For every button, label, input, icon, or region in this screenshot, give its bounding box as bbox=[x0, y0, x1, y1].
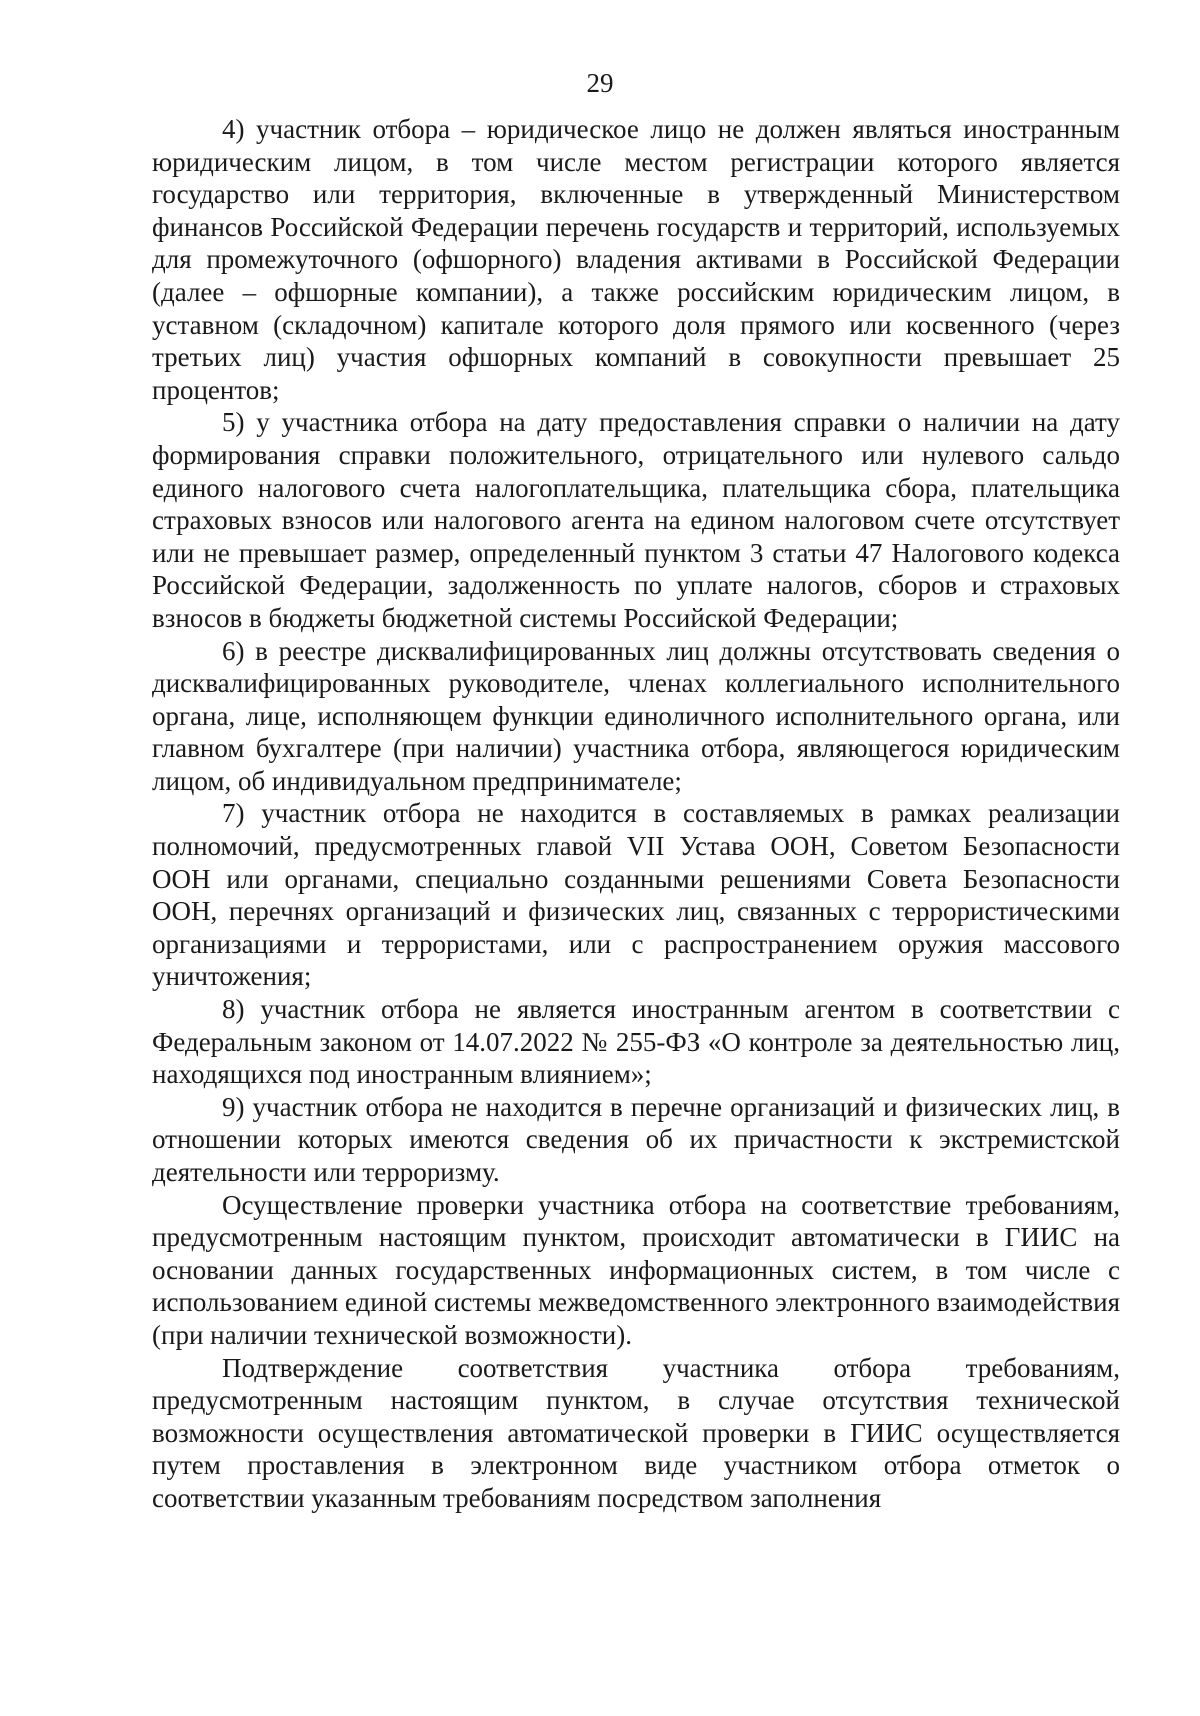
paragraph-confirmation: Подтверждение соответствия участника отбора требованиям, предусмотренным настоящим пунктом, в случае отсутствия технической возможности осуществления автоматической проверки в ГИИС осуществляется путем проставления в электронном виде участником отбора отметок о соответствии указанным требованиям посредством заполнения bbox=[152, 1352, 1120, 1513]
paragraph-item-5: 5) у участника отбора на дату предоставления справки о наличии на дату формирования справки положительного, отрицательного или нулевого сальдо единого налогового счета налогоплательщика, плательщика сбора, плательщика страховых взносов или налогового агента на едином налоговом счете отсутствует или не превышает размер, определенный пунктом 3 статьи 47 Налогового кодекса Российской Федерации, задолженность по уплате налогов, сборов и страховых взносов в бюджеты бюджетной системы Российской Федерации; bbox=[152, 407, 1120, 633]
document-body bbox=[152, 113, 1120, 1515]
paragraph-item-7: 7) участник отбора не находится в составляемых в рамках реализации полномочий, предусмотренных главой VII Устава ООН, Советом Безопасности ООН или органами, специально созданными решениями Совета Безопасности ООН, перечнях организаций и физических лиц, связанных с террористическими организациями и террористами, или с распространением оружия массового уничтожения; bbox=[152, 798, 1120, 992]
paragraph-item-6: 6) в реестре дисквалифицированных лиц должны отсутствовать сведения о дисквалифицированных руководителе, членах коллегиального исполнительного органа, лице, исполняющем функции единоличного исполнительного органа, или главном бухгалтере (при наличии) участника отбора, являющегося юридическим лицом, об индивидуальном предпринимателе; bbox=[152, 635, 1120, 796]
paragraph-item-4: 4) участник отбора – юридическое лицо не должен являться иностранным юридическим лицом, в том числе местом регистрации которого является государство или территория, включенные в утвержденный Министерством финансов Российской Федерации перечень государств и территорий, используемых для промежуточного (офшорного) владения активами в Российской Федерации (далее – офшорные компании), а также российским юридическим лицом, в уставном (складочном) капитале которого доля прямого или косвенного (через третьих лиц) участия офшорных компаний в совокупности превышает 25 процентов; bbox=[152, 114, 1120, 405]
paragraph-item-9: 9) участник отбора не находится в перечне организаций и физических лиц, в отношении которых имеются сведения об их причастности к экстремистской деятельности или терроризму. bbox=[152, 1091, 1120, 1187]
paragraph-item-8: 8) участник отбора не является иностранным агентом в соответствии с Федеральным законом от 14.07.2022 № 255-ФЗ «О контроле за деятельностью лиц, находящихся под иностранным влиянием»; bbox=[152, 994, 1120, 1090]
paragraph-verification: Осуществление проверки участника отбора на соответствие требованиям, предусмотренным настоящим пунктом, происходит автоматически в ГИИС на основании данных государственных информационных систем, в том числе с использованием единой системы межведомственного электронного взаимодействия (при наличии технической возможности). bbox=[152, 1189, 1120, 1350]
page-number: 29 bbox=[586, 68, 614, 98]
